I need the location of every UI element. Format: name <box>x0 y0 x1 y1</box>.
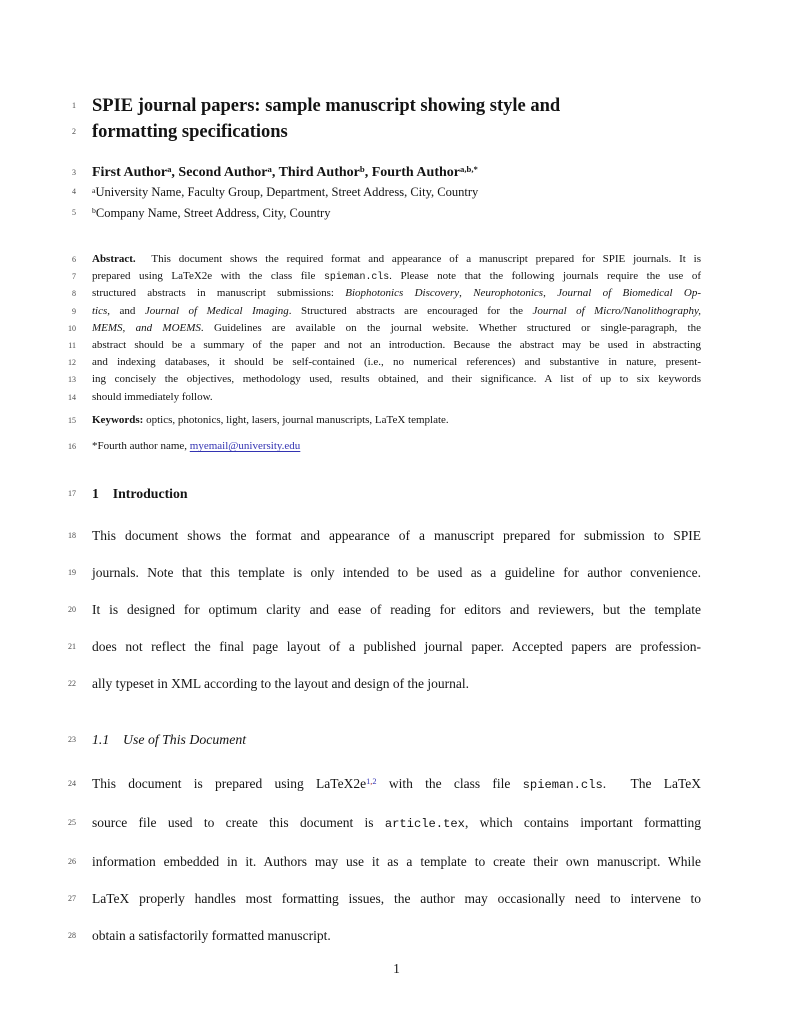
keywords-line <box>0 412 794 429</box>
paper-title-line <box>0 119 794 145</box>
line-number: 25 <box>68 818 76 828</box>
line-text: obtain a satisfactorily formatted manuscript. <box>92 928 331 944</box>
line-number: 13 <box>68 375 76 385</box>
line-number: 15 <box>68 415 76 425</box>
line-number: 19 <box>68 568 76 578</box>
email-link[interactable]: myemail@university.edu <box>189 440 301 453</box>
line-number: 12 <box>68 358 76 368</box>
line-text: does not reflect the final page layout of a published journal paper. Accepted papers are profession- <box>92 639 701 655</box>
body-line <box>0 843 794 880</box>
line-text: Abstract. This document shows the required format and appearance of a manuscript prepared for SPIE journals. It is <box>92 253 701 265</box>
page-number: 1 <box>393 961 400 977</box>
abstract-line <box>0 354 794 371</box>
line-text: ally typeset in XML according to the layout and design of the journal. <box>92 676 470 692</box>
document-lines <box>0 93 794 954</box>
line-text: information embedded in it. Authors may use it as a template to create their own manuscript. While <box>92 854 701 870</box>
body-line <box>0 628 794 665</box>
line-number: 7 <box>72 272 76 282</box>
line-number: 17 <box>68 489 76 499</box>
abstract-line <box>0 268 794 285</box>
line-text: $^b$Company Name, Street Address, City, Country <box>92 205 331 220</box>
affiliation-line <box>0 204 794 225</box>
line-number: 18 <box>68 531 76 541</box>
line-number: 21 <box>68 642 76 652</box>
body-line <box>0 917 794 954</box>
line-number: 24 <box>68 779 76 789</box>
abstract-line <box>0 389 794 406</box>
line-number: 9 <box>72 306 76 316</box>
paper-title-line <box>0 93 794 119</box>
line-number: 4 <box>72 187 76 196</box>
line-text: prepared using LaTeX2e with the class file spieman.cls. Please note that the following journals require the use of <box>92 270 702 283</box>
line-text: This document shows the format and appearance of a manuscript prepared for submission to SPIE <box>92 528 701 544</box>
line-number: 26 <box>68 857 76 867</box>
line-text: Keywords: optics, photonics, light, lasers, journal manuscripts, LaTeX template. <box>92 413 449 426</box>
line-text: MEMS, and MOEMS. Guidelines are available on the journal website. Whether structured or single-paragraph, the <box>92 321 701 334</box>
line-number: 1 <box>72 101 76 110</box>
citation-link-1[interactable]: 1 <box>366 777 371 787</box>
abstract-line <box>0 320 794 337</box>
line-number: 23 <box>68 735 76 745</box>
line-number: 2 <box>72 127 76 136</box>
line-text: formatting specifications <box>92 122 288 142</box>
line-text: source file used to create this document is article.tex, which contains important formatting <box>92 815 701 832</box>
abstract-line <box>0 371 794 388</box>
body-line <box>0 591 794 628</box>
line-text: LaTeX properly handles most formatting issues, the author may occasionally need to intervene to <box>92 891 701 907</box>
line-number: 20 <box>68 605 76 615</box>
section-heading-introduction <box>0 484 794 503</box>
abstract-line <box>0 285 794 302</box>
line-text: $^a$University Name, Faculty Group, Department, Street Address, City, Country <box>92 185 479 199</box>
line-text: and indexing databases, it should be self-contained (i.e., no numerical references) and substantive in nature, present- <box>92 356 701 369</box>
line-number: 8 <box>72 289 76 299</box>
line-number: 14 <box>68 392 76 402</box>
abstract-line <box>0 251 794 268</box>
line-number: 28 <box>68 931 76 941</box>
line-text: structured abstracts in manuscript submissions: Biophotonics Discovery, Neurophotonics, Journal of Biomedical Op- <box>92 287 701 300</box>
line-text: It is designed for optimum clarity and ease of reading for editors and reviewers, but the template <box>92 602 701 618</box>
body-line <box>0 880 794 917</box>
line-text: 1 Introduction <box>92 486 188 502</box>
line-number: 6 <box>72 255 76 264</box>
line-number: 5 <box>72 207 76 217</box>
corresponding-author-note <box>0 438 794 455</box>
line-text: should immediately follow. <box>92 390 213 403</box>
authors-line <box>0 163 794 183</box>
abstract-line <box>0 337 794 354</box>
body-line <box>0 517 794 554</box>
line-text: *Fourth author name, myemail@university.edu <box>92 440 301 453</box>
citation-link-2[interactable]: 2 <box>372 777 377 787</box>
line-text: This document is prepared using $LaTeX2e^{1,2}$ with the class file spieman.cls. The LaTeX <box>92 776 701 793</box>
line-text: First Author$^a$, Second Author$^a$, Third Author$^b$, Fourth Author$^{a,b,*}$ <box>92 164 478 180</box>
line-text: 1.1 Use of This Document <box>92 732 247 748</box>
line-text: SPIE journal papers: sample manuscript showing style and <box>92 96 561 116</box>
line-number: 11 <box>68 341 76 351</box>
line-number: 27 <box>68 894 76 904</box>
line-number: 10 <box>68 323 76 333</box>
abstract-line <box>0 303 794 320</box>
line-number: 16 <box>68 442 76 452</box>
body-line <box>0 765 794 804</box>
line-text: ing concisely the objectives, methodology used, results obtained, and their significance. A list of up to six keywords <box>92 373 701 386</box>
line-text: journals. Note that this template is only intended to be used as a guideline for author convenience. <box>92 565 701 581</box>
line-text: tics, and Journal of Medical Imaging. Structured abstracts are encouraged for the Journal of Micro/Nanolithography, <box>92 304 701 317</box>
line-number: 22 <box>68 679 76 689</box>
body-line <box>0 804 794 843</box>
affiliation-line <box>0 183 794 204</box>
body-line <box>0 665 794 702</box>
body-line <box>0 554 794 591</box>
subsection-heading-use-of-this-document <box>0 730 794 749</box>
line-text: abstract should be a summary of the paper and not an introduction. Because the abstract may be used in abstracting <box>92 339 701 352</box>
line-number: 3 <box>72 168 76 177</box>
